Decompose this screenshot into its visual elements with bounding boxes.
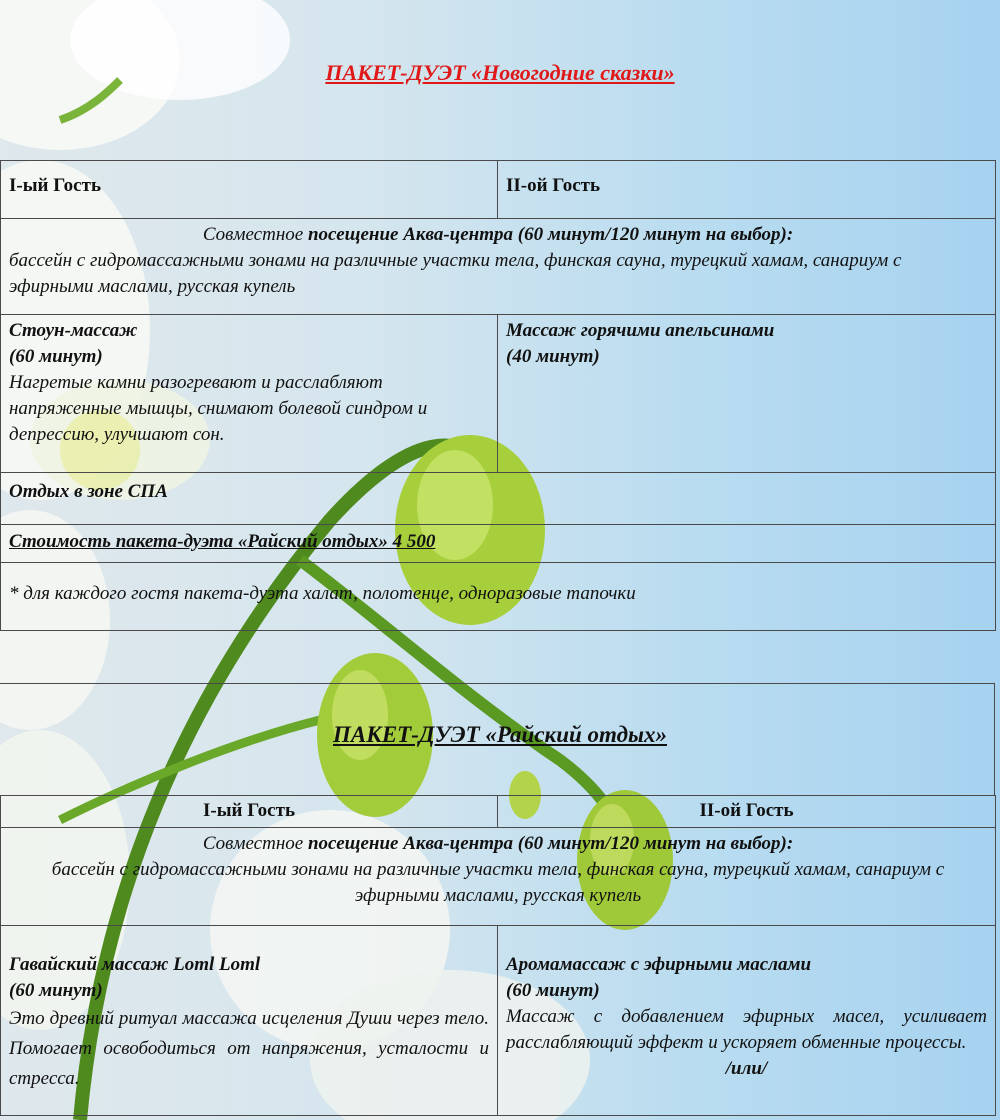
aqua-center-details: бассейн с гидромассажными зонами на различные участки тела, финская сауна, турецкий хамам, санариум с эфирными маслами, русская купель: [51, 859, 945, 906]
service-title: Гавайский массаж Loml Loml: [9, 954, 261, 975]
package2-frame-top: [0, 683, 995, 684]
guest1-header: I-ый Гость: [1, 796, 498, 828]
service-title: Стоун-массаж: [9, 320, 138, 341]
guest2-service: [498, 315, 996, 473]
guest1-service: [1, 926, 498, 1116]
aqua-center-details: бассейн с гидромассажными зонами на различные участки тела, финская сауна, турецкий хамам, санариум с эфирными маслами, русская купель: [9, 250, 902, 297]
package1-table: [0, 160, 996, 631]
service-description: Нагретые камни разогревают и расслабляют напряженные мышцы, снимают болевой синдром и депрессию, улучшают сон.: [9, 372, 428, 445]
service-description: Массаж с добавлением эфирных масел, усиливает расслабляющий эффект и ускоряет обменные процессы.: [506, 1006, 987, 1053]
aqua-center-cell: [1, 828, 996, 926]
package2-title: ПАКЕТ-ДУЭТ «Райский отдых»: [333, 722, 667, 747]
package-price: Стоимость пакета-дуэта «Райский отдых» 4 500: [1, 525, 996, 563]
package-note: * для каждого гостя пакета-дуэта халат, полотенце, одноразовые тапочки: [1, 563, 996, 631]
or-separator: /или/: [725, 1058, 768, 1079]
package1-title: ПАКЕТ-ДУЭТ «Новогодние сказки»: [325, 60, 675, 85]
service-title: Массаж горячими апельсинами: [506, 320, 775, 341]
aqua-center-heading: Совместное посещение Аква-центра (60 минут/120 минут на выбор):: [202, 224, 794, 245]
service-duration: (40 минут): [506, 346, 600, 367]
guest2-service: [498, 926, 996, 1116]
service-duration: (60 минут): [9, 346, 103, 367]
spa-rest: Отдых в зоне СПА: [1, 473, 996, 525]
aqua-center-heading: Совместное посещение Аква-центра (60 минут/120 минут на выбор):: [202, 833, 794, 854]
service-title: Аромамассаж с эфирными маслами: [506, 954, 812, 975]
guest2-header: II-ой Гость: [498, 161, 996, 219]
guest2-header: II-ой Гость: [498, 796, 996, 828]
service-duration: (60 минут): [506, 980, 600, 1001]
guest1-header: I-ый Гость: [1, 161, 498, 219]
service-description: Это древний ритуал массажа исцеления Души через тело. Помогает освободиться от напряжения, усталости и стресса.: [9, 1008, 489, 1089]
guest1-service: [1, 315, 498, 473]
aqua-center-cell: [1, 219, 996, 315]
service-duration: (60 минут): [9, 980, 103, 1001]
package2-table: [0, 795, 996, 1116]
